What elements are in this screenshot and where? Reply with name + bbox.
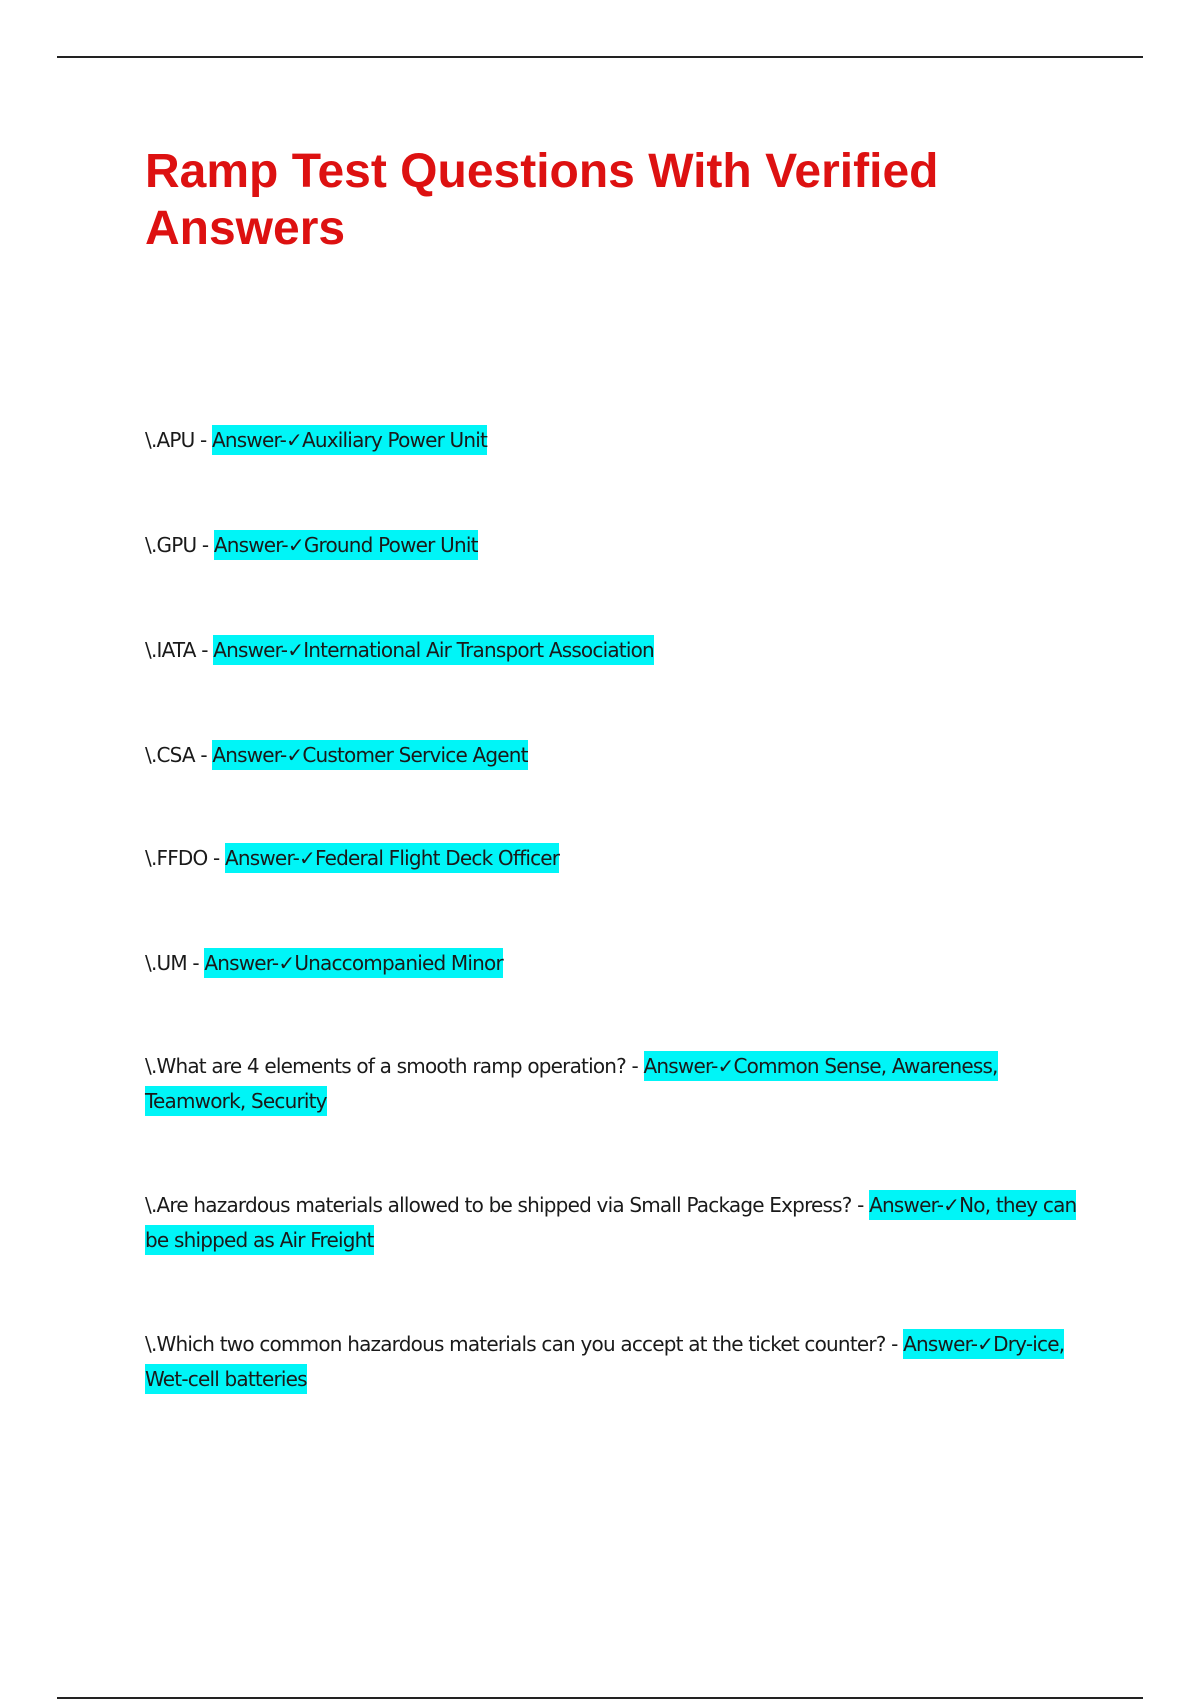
question-text: \.Are hazardous materials allowed to be shipped via Small Package Express? (145, 1193, 852, 1217)
question-text: \.APU (145, 428, 195, 452)
separator: - (885, 1332, 904, 1356)
qa-item (145, 633, 1095, 668)
question-text: \.What are 4 elements of a smooth ramp operation? (145, 1054, 626, 1078)
separator: - (195, 638, 214, 662)
answer-text: Common Sense, Awareness, Teamwork, Security (145, 1054, 998, 1113)
answer-text: Auxiliary Power Unit (302, 428, 488, 452)
separator: - (186, 951, 205, 975)
answer-highlight (213, 635, 654, 665)
answer-highlight (204, 948, 503, 978)
answer-prefix: Answer-✓ (213, 638, 304, 662)
answer-prefix: Answer-✓ (225, 846, 315, 870)
qa-item (145, 1327, 1095, 1397)
answer-text: Federal Flight Deck Officer (314, 846, 560, 870)
qa-item (145, 528, 1095, 563)
qa-item (145, 738, 1095, 773)
separator: - (207, 846, 225, 870)
question-text: \.UM (145, 951, 187, 975)
answer-prefix: Answer-✓ (213, 533, 304, 557)
separator: - (194, 428, 213, 452)
question-text: \.IATA (145, 638, 196, 662)
question-text: \.Which two common hazardous materials can you accept at the ticket counter? (145, 1332, 886, 1356)
separator: - (626, 1054, 644, 1078)
answer-text: Ground Power Unit (303, 533, 478, 557)
question-text: \.FFDO (145, 846, 208, 870)
qa-item (145, 1049, 1095, 1119)
separator: - (194, 743, 213, 767)
answer-highlight (225, 843, 559, 873)
top-rule (57, 56, 1143, 58)
qa-item (145, 423, 1095, 458)
question-text: \.GPU (145, 533, 197, 557)
question-text: \.CSA (145, 743, 195, 767)
answer-text: International Air Transport Association (303, 638, 654, 662)
answer-highlight (212, 425, 487, 455)
answer-prefix: Answer-✓ (643, 1054, 734, 1078)
qa-item (145, 841, 1095, 876)
bottom-rule (57, 1697, 1143, 1699)
document-title: Ramp Test Questions With Verified Answers (145, 145, 939, 255)
answer-prefix: Answer-✓ (903, 1332, 994, 1356)
separator: - (851, 1193, 870, 1217)
answer-prefix: Answer-✓ (204, 951, 295, 975)
answer-text: Unaccompanied Minor (294, 951, 503, 975)
answer-prefix: Answer-✓ (212, 743, 303, 767)
answer-text: No, they can be shipped as Air Freight (145, 1193, 1077, 1252)
answer-prefix: Answer-✓ (212, 428, 302, 452)
qa-item (145, 1188, 1095, 1258)
answer-highlight (212, 740, 527, 770)
answer-prefix: Answer-✓ (869, 1193, 960, 1217)
qa-item (145, 946, 1095, 981)
separator: - (196, 533, 214, 557)
answer-text: Dry-ice, Wet-cell batteries (145, 1332, 1065, 1391)
answer-text: Customer Service Agent (302, 743, 528, 767)
answer-highlight (214, 530, 478, 560)
